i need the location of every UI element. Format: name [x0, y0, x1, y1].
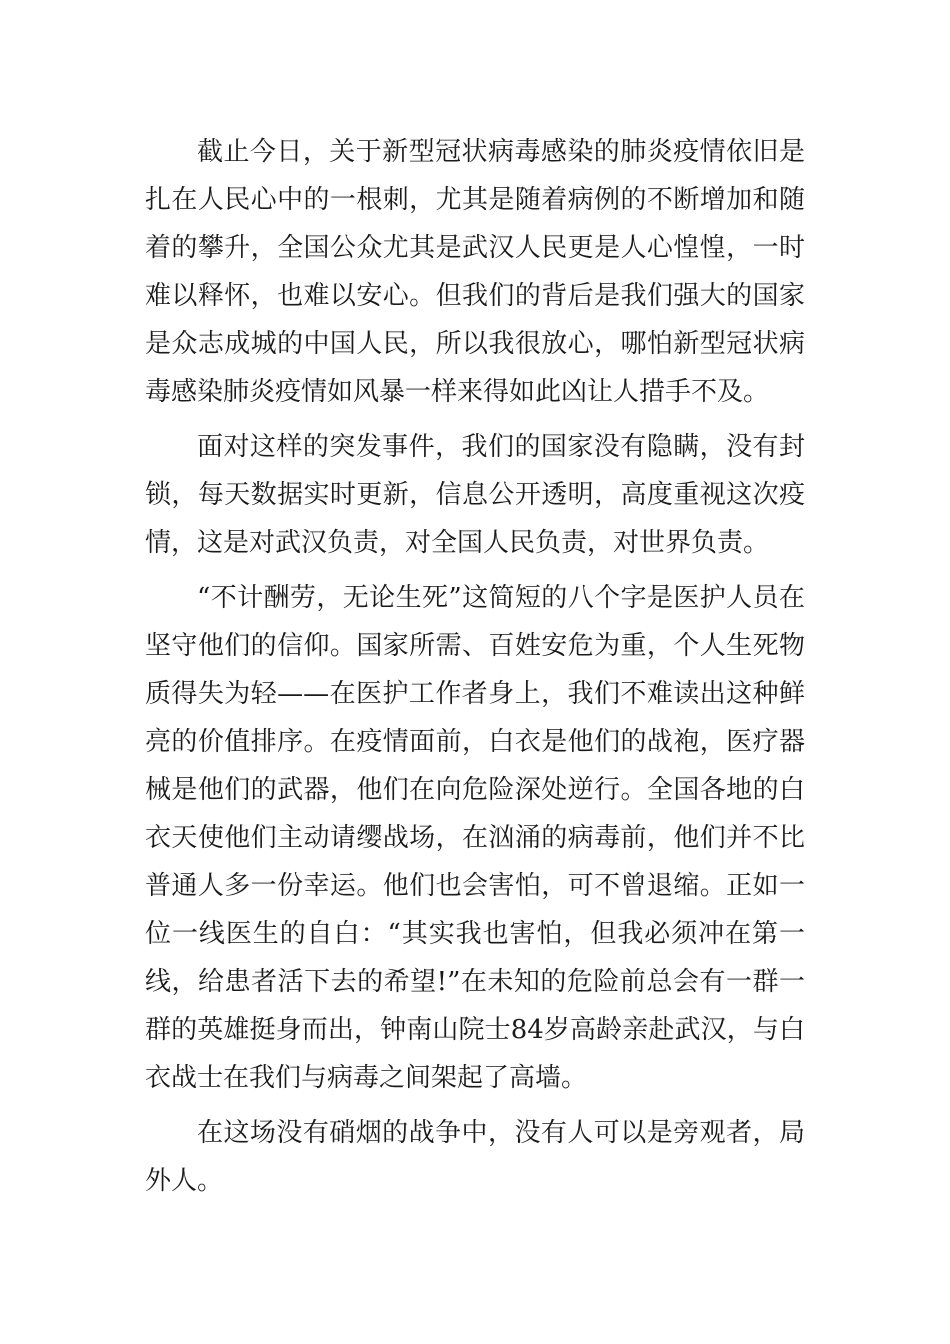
paragraph-intro: 截止今日，关于新型冠状病毒感染的肺炎疫情依旧是扎在人民心中的一根刺，尤其是随着病例的不断增加和随着的攀升，全国公众尤其是武汉人民更是人心惶惶，一时难以释怀，也难以安心。但我们的背后是我们强大的国家是众志成城的中国人民，所以我很放心，哪怕新型冠状病毒感染肺炎疫情如风暴一样来得如此凶让人措手不及。 [145, 137, 805, 407]
article-body [145, 128, 805, 1212]
paragraph-medical-workers: “不计酬劳，无论生死”这简短的八个字是医护人员在坚守他们的信仰。国家所需、百姓安危为重，个人生死物质得失为轻——在医护工作者身上，我们不难读出这种鲜亮的价值排序。在疫情面前，白衣是他们的战袍，医疗器械是他们的武器，他们在向危险深处逆行。全国各地的白衣天使他们主动请缨战场，在汹涌的病毒前，他们并不比普通人多一份幸运。他们也会害怕，可不曾退缩。正如一位一线医生的自白：“其实我也害怕，但我必须冲在第一线，给患者活下去的希望!”在未知的危险前总会有一群一群的英雄挺身而出，钟南山院士84岁高龄亲赴武汉，与白衣战士在我们与病毒之间架起了高墙。 [145, 583, 805, 1093]
paragraph-transparency: 面对这样的突发事件，我们的国家没有隐瞒，没有封锁，每天数据实时更新，信息公开透明，高度重视这次疫情，这是对武汉负责，对全国人民负责，对世界负责。 [145, 432, 805, 558]
paragraph-conclusion: 在这场没有硝烟的战争中，没有人可以是旁观者，局外人。 [145, 1118, 805, 1196]
